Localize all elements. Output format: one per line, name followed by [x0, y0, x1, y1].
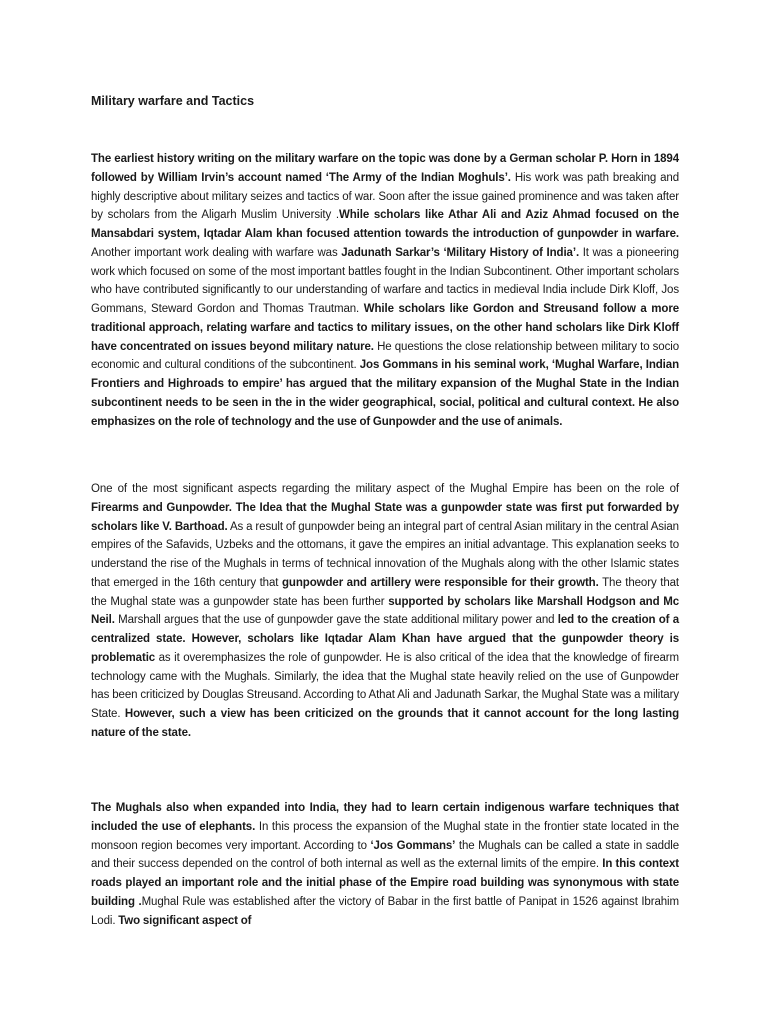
text-run: While scholars like Athar Ali and Aziz Ahmad focused on the Mansabdari system, Iqtadar Alam khan focused attention towards the introduction of gunpowder in warfare.: [91, 209, 679, 240]
text-run: the Mughals can be called a state in saddle and their success depended on the control of both internal as well as the external limits of the empire.: [91, 839, 679, 871]
text-run: Another important work dealing with warfare was: [91, 246, 342, 259]
text-run: One of the most significant aspects regarding the military aspect of the Mughal Empire has been on the role of: [91, 483, 679, 495]
text-run: Marshall argues that the use of gunpowder gave the state additional military power and: [114, 614, 558, 627]
document-title: Military warfare and Tactics: [91, 94, 255, 108]
text-run: It was a pioneering work which focused on some of the most important battles fought in the Indian Subcontinent. Other important scholars who have contributed significantly to our understanding of warfare and tactics in medieval India include Dirk Kloff, Jos Gommans, Steward Gordon and Thomas Trautman.: [91, 246, 679, 315]
text-run: as it overemphasizes the role of gunpowder. He is also critical of the idea that the knowledge of firearm technology came with the Mughals. Similarly, the idea that the Mughal state heavily relied on the use of Gunpowder has been criticized by Douglas Streusand. According to Athat Ali and Jadunath Sarkar, the Mughal State was a military State.: [91, 651, 679, 720]
text-run: Jadunath Sarkar’s ‘Military History of India’.: [341, 246, 580, 259]
text-run: The theory that the Mughal state was a gunpowder state has been further: [91, 576, 680, 608]
text-run: In this process the expansion of the Mughal state in the frontier state located in the monsoon region becomes very important. According to: [91, 820, 679, 852]
text-run: His work was path breaking and highly descriptive about military seizes and tactics of war. Soon after the issue gained prominence and was taken after by scholars from the Aligarh Muslim University .: [91, 171, 679, 222]
text-run: In this context roads played an important role and the initial phase of the Empire road building was synonymous with state building .: [91, 858, 679, 908]
text-run: supported by scholars like Marshall Hodgson and Mc Neil.: [91, 595, 679, 627]
text-run: Jos Gommans in his seminal work, ‘Mughal Warfare, Indian Frontiers and Highroads to empire’ has argued that the military expansion of the Mughal State in the Indian subcontinent needs to be seen in the in the wider geographical, social, political and cultural context. He also emphasizes on the role of technology and the use of Gunpowder and the use of animals.: [91, 359, 679, 428]
text-run: gunpowder and artillery were responsible for their growth.: [282, 576, 599, 589]
text-run: However, such a view has been criticized on the grounds that it cannot account for the long lasting nature of the state.: [91, 708, 679, 739]
paragraph-2: [91, 480, 679, 743]
text-run: Firearms and Gunpowder. The Idea that the Mughal State was a gunpowder state was first put forwarded by scholars like V. Barthoad.: [91, 501, 679, 533]
text-run: The Mughals also when expanded into India, they had to learn certain indigenous warfare techniques that included the use of elephants.: [91, 802, 679, 833]
text-run: The earliest history writing on the military warfare on the topic was done by a German scholar P. Horn in 1894 followed by William Irvin’s account named ‘The Army of the Indian Moghuls’.: [91, 153, 679, 184]
text-run: Two significant aspect of: [118, 914, 252, 927]
text-run: led to the creation of a centralized state. However, scholars like Iqtadar Alam Khan have argued that the gunpowder theory is problematic: [91, 614, 679, 664]
text-run: While scholars like Gordon and Streusand follow a more traditional approach, relating warfare and tactics to military issues, on the other hand scholars like Dirk Kloff have concentrated on issues beyond military nature.: [91, 303, 679, 353]
paragraph-1: [91, 150, 679, 431]
text-run: ‘Jos Gommans’: [370, 839, 456, 852]
text-run: Mughal Rule was established after the victory of Babar in the first battle of Panipat in 1526 against Ibrahim Lodi.: [91, 895, 679, 927]
text-run: As a result of gunpowder being an integral part of central Asian military in the central Asian empires of the Safavids, Uzbeks and the ottomans, it gave the empires an initial advantage. This explanation seeks to understand the rise of the Mughals in terms of technical innovation of the Mughals along with the other Islamic states that emerged in the 16th century that: [91, 520, 679, 589]
paragraph-3: [91, 799, 679, 930]
text-run: He questions the close relationship between military to socio economic and cultural conditions of the subcontinent.: [91, 340, 679, 372]
